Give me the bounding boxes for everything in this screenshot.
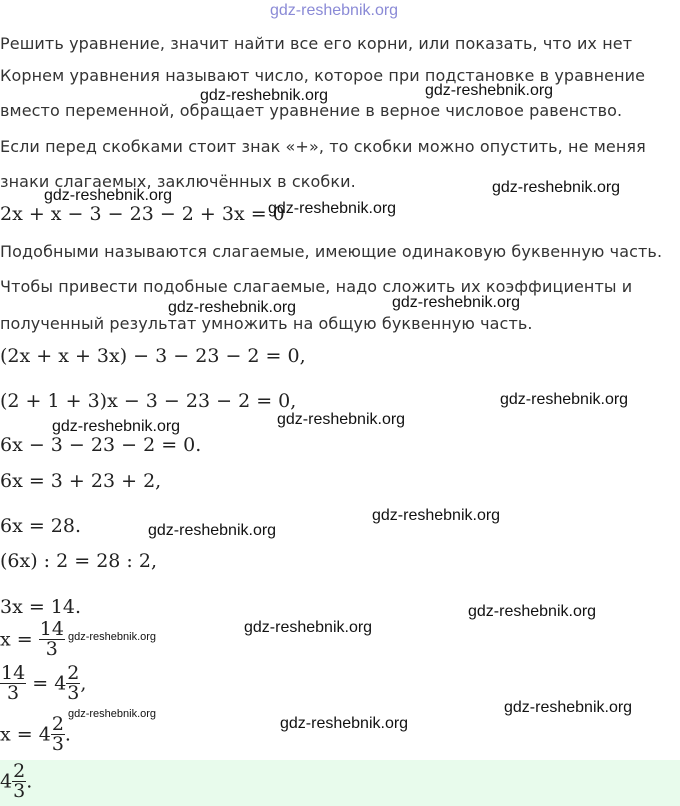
watermark-small[interactable]: gdz-reshebnik.org: [68, 631, 157, 643]
fraction: [12, 762, 26, 801]
denominator: 3: [0, 683, 26, 703]
rule-text-4: Если перед скобками стоит знак «+», то скобки можно опустить, не меняя: [0, 137, 646, 156]
numerator: 2: [67, 662, 80, 684]
equation-11: [0, 715, 71, 754]
denominator: 3: [67, 682, 80, 704]
eq11-lhs: x = 4: [0, 723, 51, 746]
denominator: 3: [51, 733, 64, 755]
fraction: [66, 664, 80, 703]
equation-1: 2x + x − 3 − 23 − 2 + 3x = 0: [0, 203, 285, 225]
rule-text-8: полученный результат умножить на общую буквенную часть.: [0, 314, 533, 333]
eq10-tail: ,: [80, 672, 87, 695]
watermark[interactable]: gdz-reshebnik.org: [268, 200, 397, 217]
answer-tail: .: [26, 770, 33, 793]
watermark-header[interactable]: gdz-reshebnik.org: [270, 2, 399, 19]
eq9-lhs: x =: [0, 628, 33, 651]
equation-4: 6x − 3 − 23 − 2 = 0.: [0, 434, 202, 456]
watermark-small[interactable]: gdz-reshebnik.org: [68, 708, 157, 720]
rule-text-5: знаки слагаемых, заключённых в скобки.: [0, 172, 356, 191]
numerator: 14: [1, 662, 26, 684]
watermark[interactable]: gdz-reshebnik.org: [492, 179, 621, 196]
equation-2: (2x + x + 3x) − 3 − 23 − 2 = 0,: [0, 345, 306, 367]
rule-text-1: Решить уравнение, значит найти все его корни, или показать, что их нет: [0, 34, 633, 53]
fraction: [0, 664, 26, 703]
watermark[interactable]: gdz-reshebnik.org: [52, 418, 181, 435]
numerator: 14: [39, 618, 64, 640]
fraction: [51, 715, 65, 754]
rule-text-3: вместо переменной, обращает уравнение в верное числовое равенство.: [0, 101, 623, 120]
eq11-tail: .: [64, 723, 71, 746]
numerator: 2: [51, 713, 64, 735]
watermark[interactable]: gdz-reshebnik.org: [280, 715, 409, 732]
watermark[interactable]: gdz-reshebnik.org: [168, 299, 297, 316]
fraction: [39, 620, 65, 659]
watermark[interactable]: gdz-reshebnik.org: [148, 522, 277, 539]
equation-8: 3x = 14.: [0, 596, 82, 618]
answer: [0, 762, 32, 801]
equation-9: [0, 620, 65, 659]
rule-text-7: Чтобы привести подобные слагаемые, надо сложить их коэффициенты и: [0, 277, 633, 296]
equation-7: (6x) : 2 = 28 : 2,: [0, 550, 157, 572]
answer-box: [0, 760, 680, 806]
equation-10: [0, 664, 86, 703]
watermark[interactable]: gdz-reshebnik.org: [500, 391, 629, 408]
watermark[interactable]: gdz-reshebnik.org: [425, 82, 554, 99]
answer-whole: 4: [0, 770, 13, 793]
equation-6: 6x = 28.: [0, 515, 82, 537]
eq10-mid: = 4: [32, 672, 67, 695]
equation-3: (2 + 1 + 3)x − 3 − 23 − 2 = 0,: [0, 390, 297, 412]
denominator: 3: [13, 780, 26, 802]
watermark[interactable]: gdz-reshebnik.org: [44, 187, 173, 204]
numerator: 2: [13, 760, 26, 782]
rule-text-2: Корнем уравнения называют число, которое при подстановке в уравнение: [0, 66, 646, 85]
watermark[interactable]: gdz-reshebnik.org: [468, 603, 597, 620]
denominator: 3: [39, 639, 65, 659]
rule-text-6: Подобными называются слагаемые, имеющие одинаковую буквенную часть.: [0, 242, 663, 261]
watermark[interactable]: gdz-reshebnik.org: [200, 87, 329, 104]
watermark[interactable]: gdz-reshebnik.org: [504, 699, 633, 716]
watermark[interactable]: gdz-reshebnik.org: [372, 507, 501, 524]
watermark[interactable]: gdz-reshebnik.org: [392, 294, 521, 311]
watermark[interactable]: gdz-reshebnik.org: [277, 411, 406, 428]
watermark[interactable]: gdz-reshebnik.org: [244, 619, 373, 636]
equation-5: 6x = 3 + 23 + 2,: [0, 470, 162, 492]
